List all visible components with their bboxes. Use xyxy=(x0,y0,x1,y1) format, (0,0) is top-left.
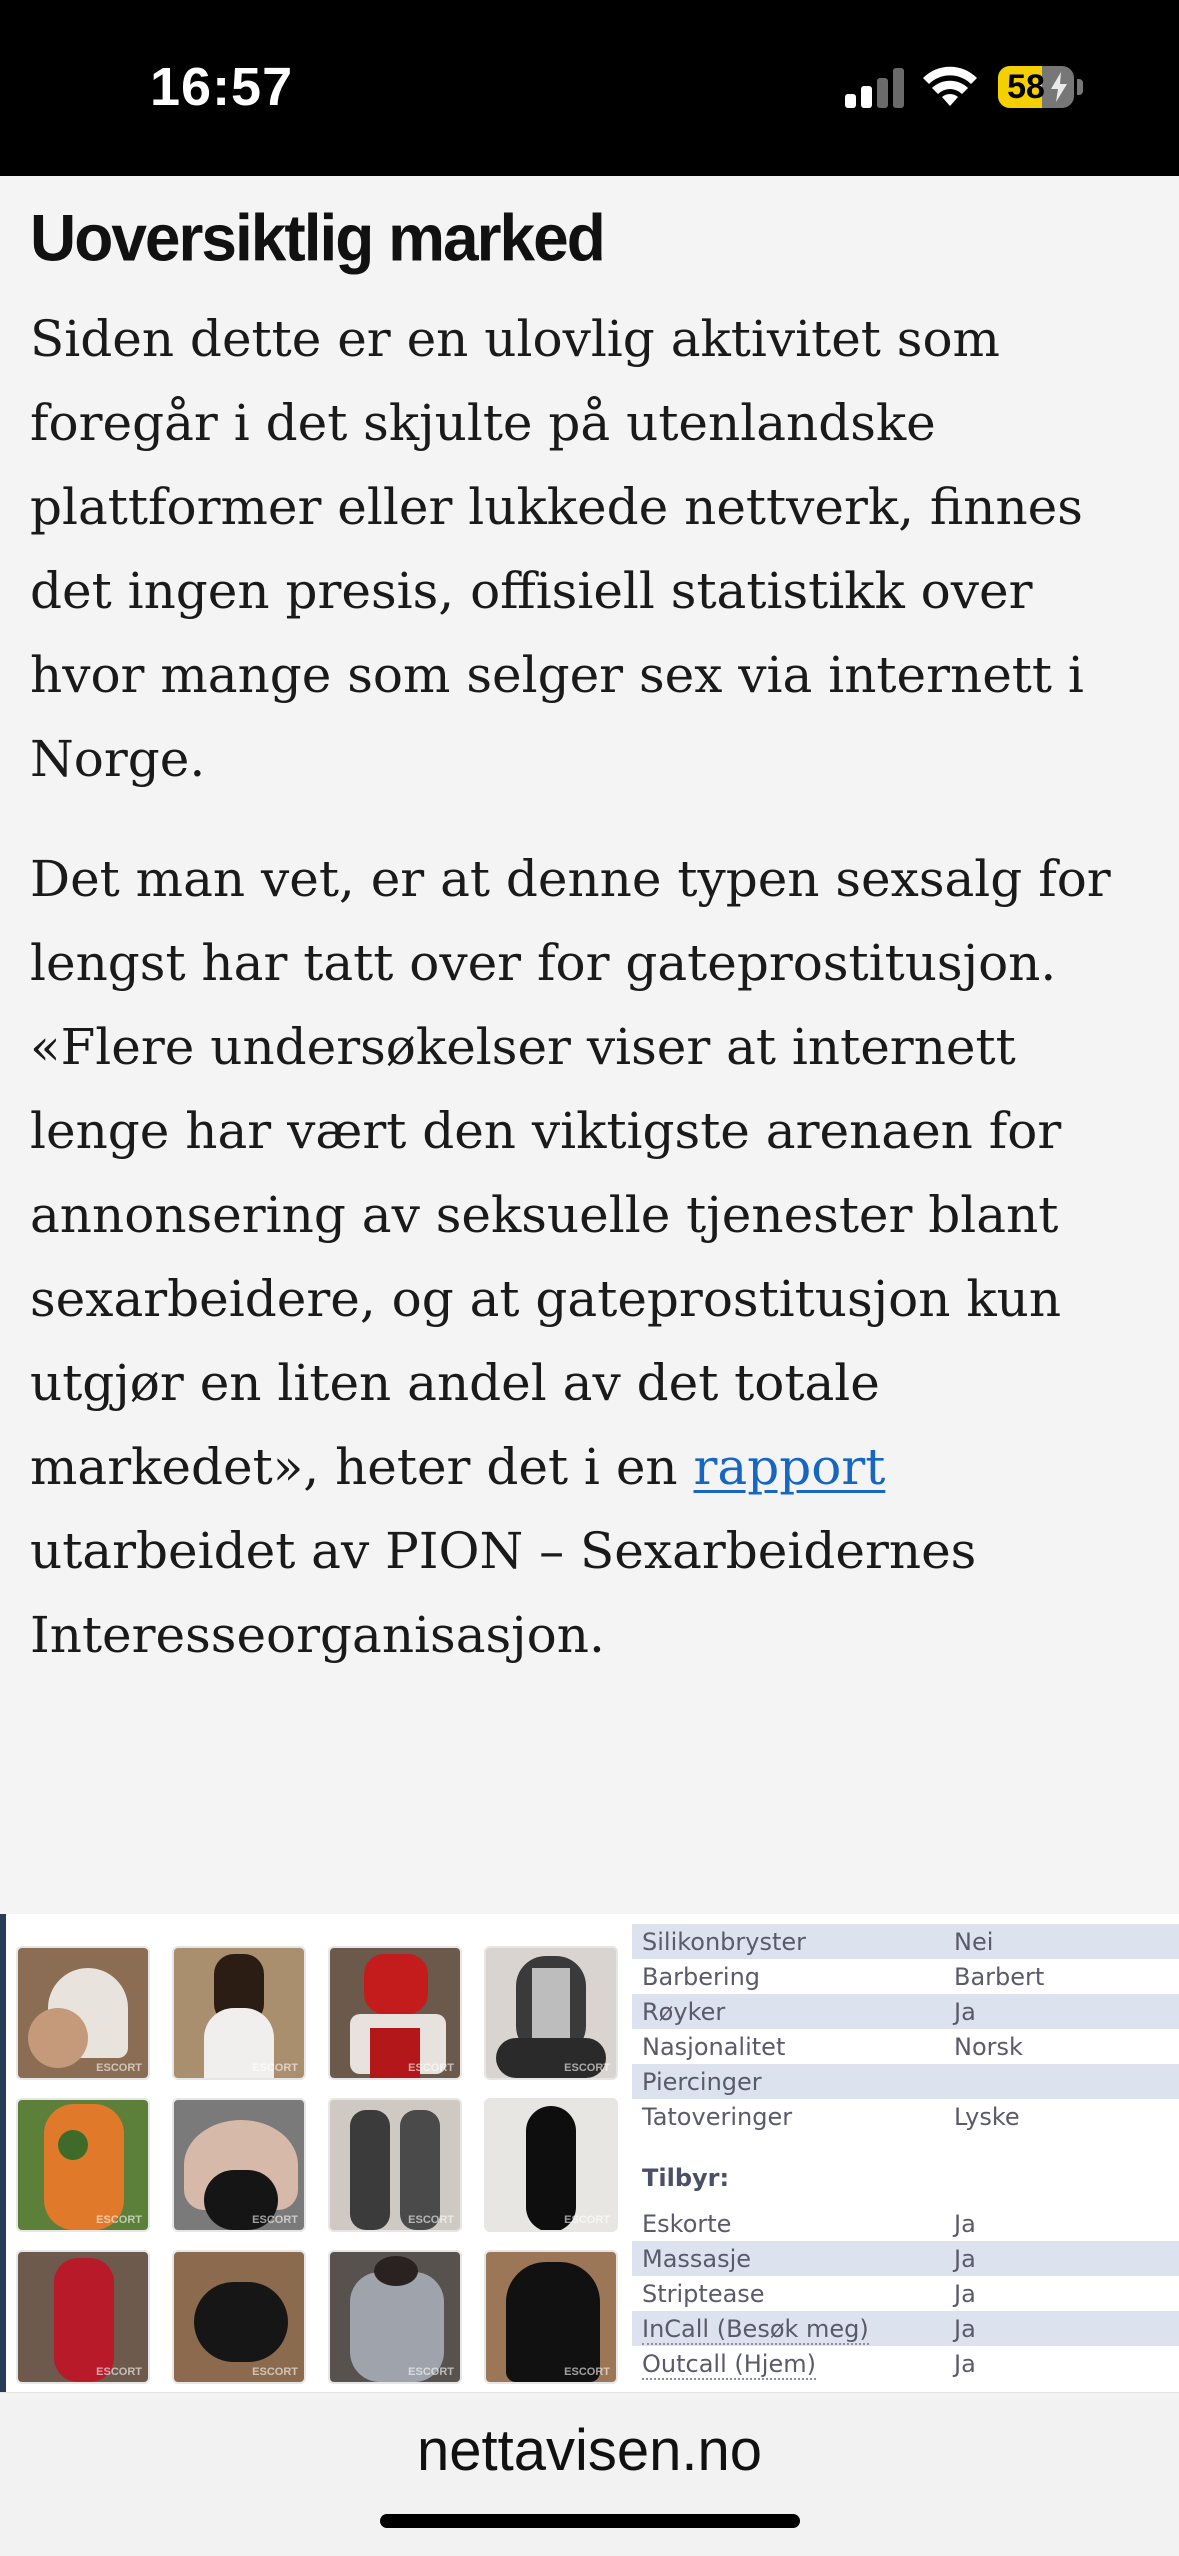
photo-thumbnail xyxy=(484,2098,618,2232)
photo-watermark: ESCORT xyxy=(408,2366,454,2378)
row-key: Striptease xyxy=(642,2280,765,2308)
row-key: Nasjonalitet xyxy=(642,2033,786,2061)
row-value: Barbert xyxy=(954,1963,1045,1991)
article-body xyxy=(30,200,1150,1677)
row-value: Lyske xyxy=(954,2103,1020,2131)
photo-thumbnail xyxy=(484,1946,618,2080)
article-image[interactable] xyxy=(0,1914,1179,2392)
row-key: Tatoveringer xyxy=(642,2103,793,2131)
row-key: Barbering xyxy=(642,1963,761,1991)
row-value: Ja xyxy=(954,2210,976,2238)
photo-thumbnail xyxy=(172,2098,306,2232)
image-border xyxy=(0,1914,6,2392)
table-row xyxy=(632,1994,1179,2029)
table-row xyxy=(632,2029,1179,2064)
paragraph-2-text-end: utarbeidet av PION – Sexarbeidernes Interesseorganisasjon. xyxy=(30,1521,977,1664)
table-row xyxy=(632,2064,1179,2099)
photo-thumbnail xyxy=(328,2098,462,2232)
table-row xyxy=(632,2346,1179,2381)
row-value: Ja xyxy=(954,2315,976,2343)
browser-url-bar[interactable] xyxy=(0,2392,1179,2556)
table-row xyxy=(632,2099,1179,2134)
row-key: Eskorte xyxy=(642,2210,732,2238)
row-value: Ja xyxy=(954,2280,976,2308)
status-bar xyxy=(0,0,1179,176)
rapport-link[interactable]: rapport xyxy=(693,1437,886,1496)
table-row xyxy=(632,2206,1179,2241)
table-row xyxy=(632,2276,1179,2311)
row-key: Silikonbryster xyxy=(642,1928,807,1956)
table-row xyxy=(632,2241,1179,2276)
bolt-icon xyxy=(1050,72,1068,102)
photo-watermark: ESCORT xyxy=(564,2214,610,2226)
status-time: 16:57 xyxy=(150,57,294,117)
home-indicator[interactable] xyxy=(380,2514,800,2528)
photo-watermark: ESCORT xyxy=(408,2214,454,2226)
photo-watermark: ESCORT xyxy=(96,2214,142,2226)
row-key: Massasje xyxy=(642,2245,752,2273)
photo-watermark: ESCORT xyxy=(408,2062,454,2074)
photo-thumbnail xyxy=(172,2250,306,2384)
photo-thumbnail xyxy=(328,2250,462,2384)
row-key: InCall (Besøk meg) xyxy=(642,2315,869,2343)
photo-watermark: ESCORT xyxy=(564,2366,610,2378)
row-value: Ja xyxy=(954,2245,976,2273)
section-heading: Uoversiktlig marked xyxy=(30,200,604,276)
photo-thumbnail xyxy=(16,1946,150,2080)
photo-watermark: ESCORT xyxy=(252,2214,298,2226)
photo-watermark: ESCORT xyxy=(96,2062,142,2074)
photo-watermark: ESCORT xyxy=(252,2062,298,2074)
photo-watermark: ESCORT xyxy=(96,2366,142,2378)
battery-tip xyxy=(1077,79,1083,95)
photo-thumbnail xyxy=(172,1946,306,2080)
battery-percent: 58 xyxy=(1007,68,1045,106)
photo-thumbnail xyxy=(16,2098,150,2232)
paragraph-2 xyxy=(30,837,1150,1677)
paragraph-1: Siden dette er en ulovlig aktivitet som foregår i det skjulte på utenlandske plattformer eller lukkede nettverk, finnes det ingen presis, offisiell statistikk over hvor mange som selger sex via internett i Norge. xyxy=(30,309,1084,788)
paragraph-2-text-start: Det man vet, er at denne typen sexsalg for lengst har tatt over for gateprostitusjon. «Flere undersøkelser viser at internett lenge har vært den viktigste arenaen for annonsering av seksuelle tjenester blant sexarbeidere, og at gateprostitusjon kun utgjør en liten andel av det totale markedet», heter det i en xyxy=(30,849,1111,1496)
cellular-signal-icon xyxy=(845,68,905,108)
url-domain[interactable]: nettavisen.no xyxy=(416,2418,763,2483)
row-value: Norsk xyxy=(954,2033,1023,2061)
row-key: Piercinger xyxy=(642,2068,762,2096)
row-value: Ja xyxy=(954,1998,976,2026)
photo-thumbnail xyxy=(484,2250,618,2384)
photo-thumbnail xyxy=(328,1946,462,2080)
photo-watermark: ESCORT xyxy=(564,2062,610,2074)
wifi-icon xyxy=(922,62,978,108)
row-key: Outcall (Hjem) xyxy=(642,2350,816,2378)
photo-watermark: ESCORT xyxy=(252,2366,298,2378)
row-key: Røyker xyxy=(642,1998,726,2026)
row-value: Nei xyxy=(954,1928,994,1956)
table-row xyxy=(632,1924,1179,1959)
table-row xyxy=(632,2311,1179,2346)
battery-charging-icon xyxy=(998,66,1074,108)
table-row xyxy=(632,1959,1179,1994)
offers-label: Tilbyr: xyxy=(642,2164,730,2192)
photo-thumbnail xyxy=(16,2250,150,2384)
row-value: Ja xyxy=(954,2350,976,2378)
